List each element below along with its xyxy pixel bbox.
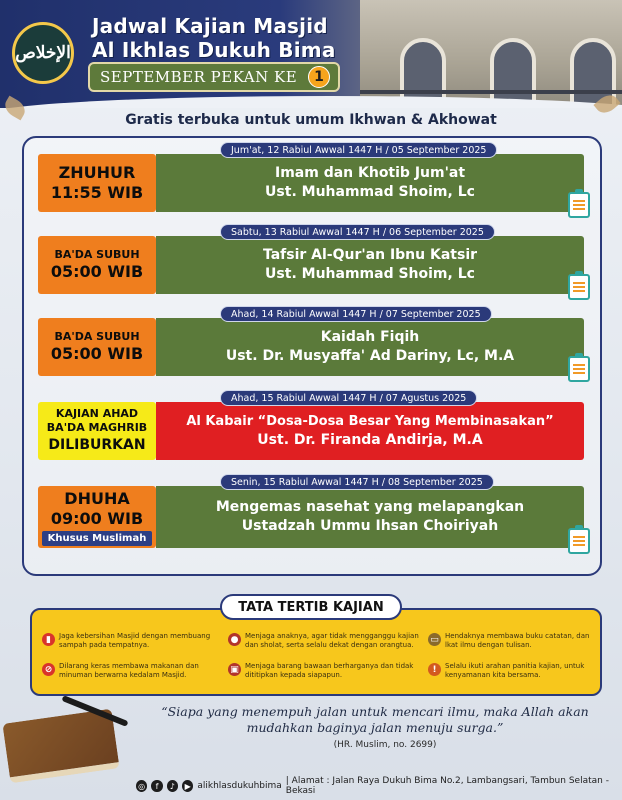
time-label: KAJIAN AHAD [55, 407, 139, 420]
week-badge [88, 62, 340, 92]
time-box [38, 236, 156, 294]
content-box [156, 236, 584, 294]
rule-item [42, 632, 222, 650]
time-label: BA'DA SUBUH [54, 330, 140, 343]
speaker: Ustadzah Ummu Ihsan Choiriyah [241, 518, 499, 534]
week-number: 1 [308, 66, 330, 88]
time-box [38, 154, 156, 212]
topic: Al Kabair “Dosa-Dosa Besar Yang Membinasakan” [186, 414, 554, 429]
speaker: Ust. Dr. Musyaffa' Ad Dariny, Lc, M.A [225, 348, 515, 364]
rule-text: Jaga kebersihan Masjid dengan membuang sampah pada tempatnya. [59, 632, 211, 649]
time-value: 11:55 WIB [50, 183, 144, 202]
topic: Tafsir Al-Qur'an Ibnu Katsir [262, 247, 478, 263]
book-icon: ▭ [428, 633, 441, 646]
warning-icon: ! [428, 663, 441, 676]
time-label: BA'DA SUBUH [54, 248, 140, 261]
topic: Imam dan Khotib Jum'at [274, 165, 466, 181]
social-handle: alikhlasdukuhbima [197, 781, 282, 791]
rule-text: Menjaga anaknya, agar tidak mengganggu kajian dan sholat, serta selalu dekat dengan orangtua. [245, 632, 419, 649]
trash-icon: ▮ [42, 633, 55, 646]
week-label: SEPTEMBER PEKAN KE [100, 68, 298, 86]
time-box [38, 402, 156, 460]
speaker: Ust. Muhammad Shoim, Lc [265, 266, 475, 282]
date-pill: Senin, 15 Rabiul Awwal 1447 H / 08 September 2025 [220, 474, 494, 490]
rule-item [228, 632, 424, 650]
subtitle: Gratis terbuka untuk umum Ikhwan & Akhowat [125, 112, 497, 128]
page-title-line1: Jadwal Kajian Masjid [92, 14, 328, 38]
speaker: Ust. Muhammad Shoim, Lc [265, 184, 475, 200]
speaker: Ust. Dr. Firanda Andirja, M.A [257, 432, 483, 448]
time-value: 05:00 WIB [50, 262, 144, 281]
rule-text: Selalu ikuti arahan panitia kajian, untuk kenyamanan kita bersama. [445, 662, 585, 679]
date-pill: Sabtu, 13 Rabiul Awwal 1447 H / 06 September 2025 [220, 224, 495, 240]
instagram-icon: ◎ [136, 780, 147, 792]
quote-source: (HR. Muslim, no. 2699) [333, 740, 437, 750]
rule-text: Hendaknya membawa buku catatan, dan lkat ilmu dengan tulisan. [445, 632, 590, 649]
content-box [156, 402, 584, 460]
time-label: DHUHA [64, 488, 130, 508]
content-box [156, 318, 584, 376]
page-title-line2: Al Ikhlas Dukuh Bima [92, 38, 336, 62]
schedule-row [38, 478, 584, 544]
address: | Alamat : Jalan Raya Dukuh Bima No.2, Lambangsari, Tambun Selatan - Bekasi [285, 776, 609, 796]
schedule-row [38, 394, 584, 460]
rules-box [30, 608, 602, 696]
rule-item [228, 662, 424, 680]
time-box [38, 486, 156, 548]
clipboard-icon [568, 528, 590, 554]
rule-item [428, 662, 598, 680]
rule-text: Dilarang keras membawa makanan dan minuman berwarna kedalam Masjid. [59, 662, 199, 679]
clipboard-icon [568, 356, 590, 382]
mosque-building-image [360, 0, 622, 108]
schedule-row [38, 310, 584, 376]
bag-icon: ▣ [228, 663, 241, 676]
time-box [38, 318, 156, 376]
facebook-icon: f [151, 780, 162, 792]
rule-item [428, 632, 598, 650]
hadith-quote: “Siapa yang menempuh jalan untuk mencari ilmu, maka Allah akan mudahkan baginya jalan menuju surga.” [161, 704, 589, 735]
time-value: 09:00 WIB [50, 508, 144, 528]
rule-text: Menjaga barang bawaan berharganya dan tidak dititipkan kepada siapapun. [245, 662, 414, 679]
clipboard-icon [568, 274, 590, 300]
family-icon: ● [228, 633, 241, 646]
clipboard-icon [568, 192, 590, 218]
time-label: BA'DA MAGHRIB [46, 421, 148, 434]
date-pill: Jum'at, 12 Rabiul Awwal 1447 H / 05 September 2025 [220, 142, 497, 158]
tiktok-icon: ♪ [167, 780, 178, 792]
muslimah-tag: Khusus Muslimah [42, 531, 153, 546]
footer [0, 772, 622, 800]
topic: Mengemas nasehat yang melapangkan [215, 499, 525, 515]
header-banner [0, 0, 622, 108]
topic: Kaidah Fiqih [320, 329, 420, 345]
schedule-row [38, 146, 584, 212]
youtube-icon: ▶ [182, 780, 193, 792]
logo-text: الإخلاص [15, 43, 71, 63]
content-box [156, 154, 584, 212]
date-pill: Ahad, 14 Rabiul Awwal 1447 H / 07 September 2025 [220, 306, 492, 322]
rules-title: TATA TERTIB KAJIAN [220, 594, 402, 620]
status-label: DILIBURKAN [48, 437, 146, 453]
content-box [156, 486, 584, 548]
balcony-rail [360, 90, 622, 94]
date-pill: Ahad, 15 Rabiul Awwal 1447 H / 07 Agustus 2025 [220, 390, 477, 406]
no-food-icon: ⊘ [42, 663, 55, 676]
time-value: 05:00 WIB [50, 344, 144, 363]
rule-item [42, 662, 222, 680]
time-label: ZHUHUR [58, 163, 136, 182]
schedule-row [38, 228, 584, 294]
masjid-logo [12, 22, 74, 84]
